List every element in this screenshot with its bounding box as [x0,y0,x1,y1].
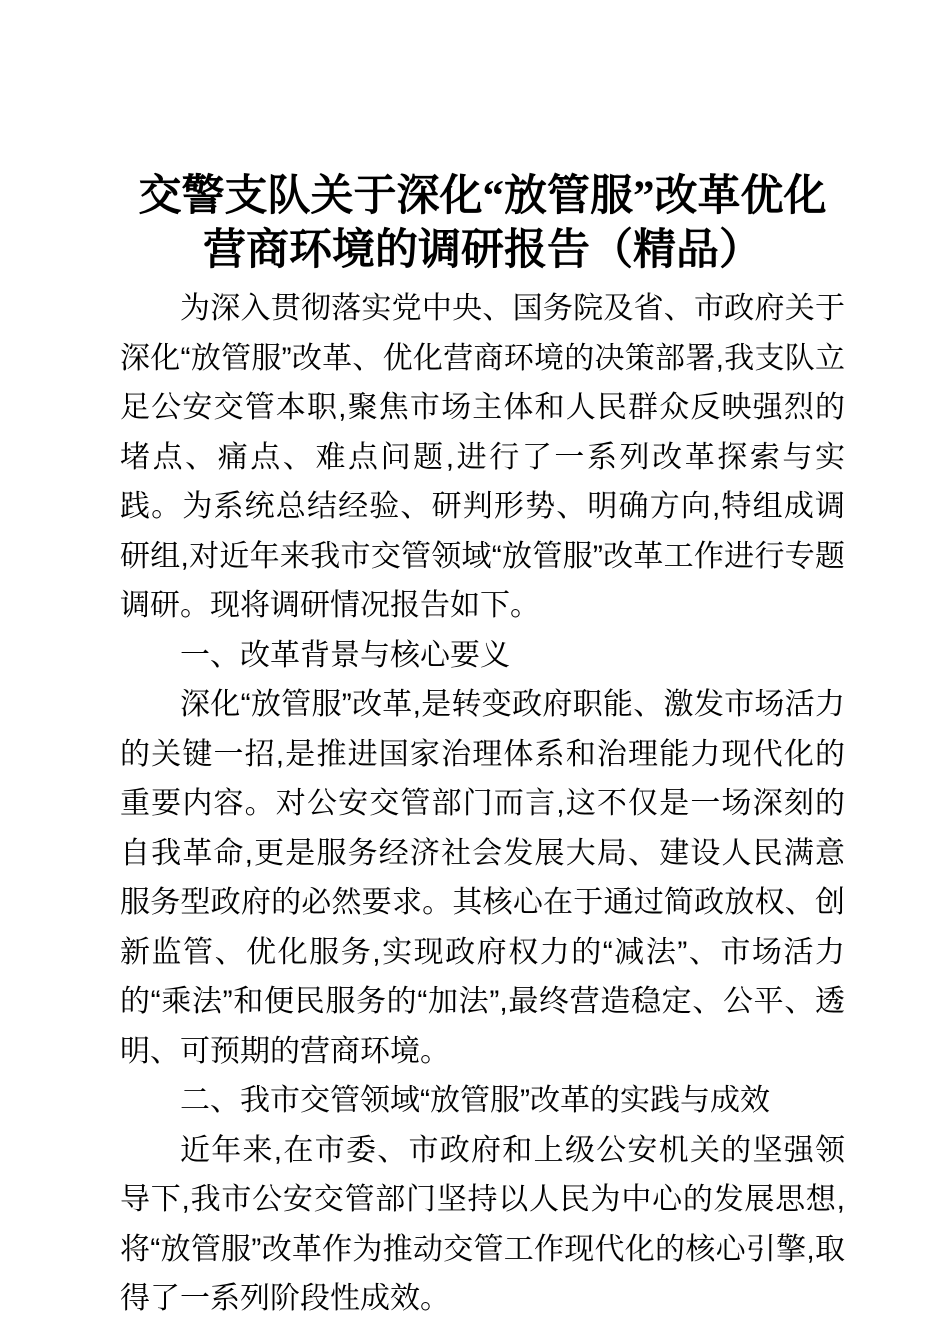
heading-section-2: 二、我市交管领域“放管服”改革的实践与成效 [180,1084,770,1117]
paragraph-intro: 为深入贯彻落实党中央、国务院及省、市政府关于深化“放管服”改革、优化营商环境的决策部署,我支队立足公安交管本职,聚焦市场主体和人民群众反映强烈的堵点、痛点、难点问题,进行了一系列改革探索与实践。为系统总结经验、研判形势、明确方向,特组成调研组,对近年来我市交管领域“放管服”改革工作进行专题调研。现将调研情况报告如下。 [120,292,845,622]
document-title: 交警支队关于深化“放管服”改革优化营商环境的调研报告（精品） [138,173,827,274]
heading-section-1: 一、改革背景与核心要义 [180,638,510,672]
paragraph-section-1: 深化“放管服”改革,是转变政府职能、激发市场活力的关键一招,是推进国家治理体系和治理能力现代化的重要内容。对公安交管部门而言,这不仅是一场深刻的自我革命,更是服务经济社会发展大局、建设人民满意服务型政府的必然要求。其核心在于通过简政放权、创新监管、优化服务,实现政府权力的“减法”、市场活力的“乘法”和便民服务的“加法”,最终营造稳定、公平、透明、可预期的营商环境。 [120,688,845,1068]
paragraph-section-2: 近年来,在市委、市政府和上级公安机关的坚强领导下,我市公安交管部门坚持以人民为中心的发展思想,将“放管服”改革作为推动交管工作现代化的核心引擎,取得了一系列阶段性成效。 [120,1133,845,1315]
